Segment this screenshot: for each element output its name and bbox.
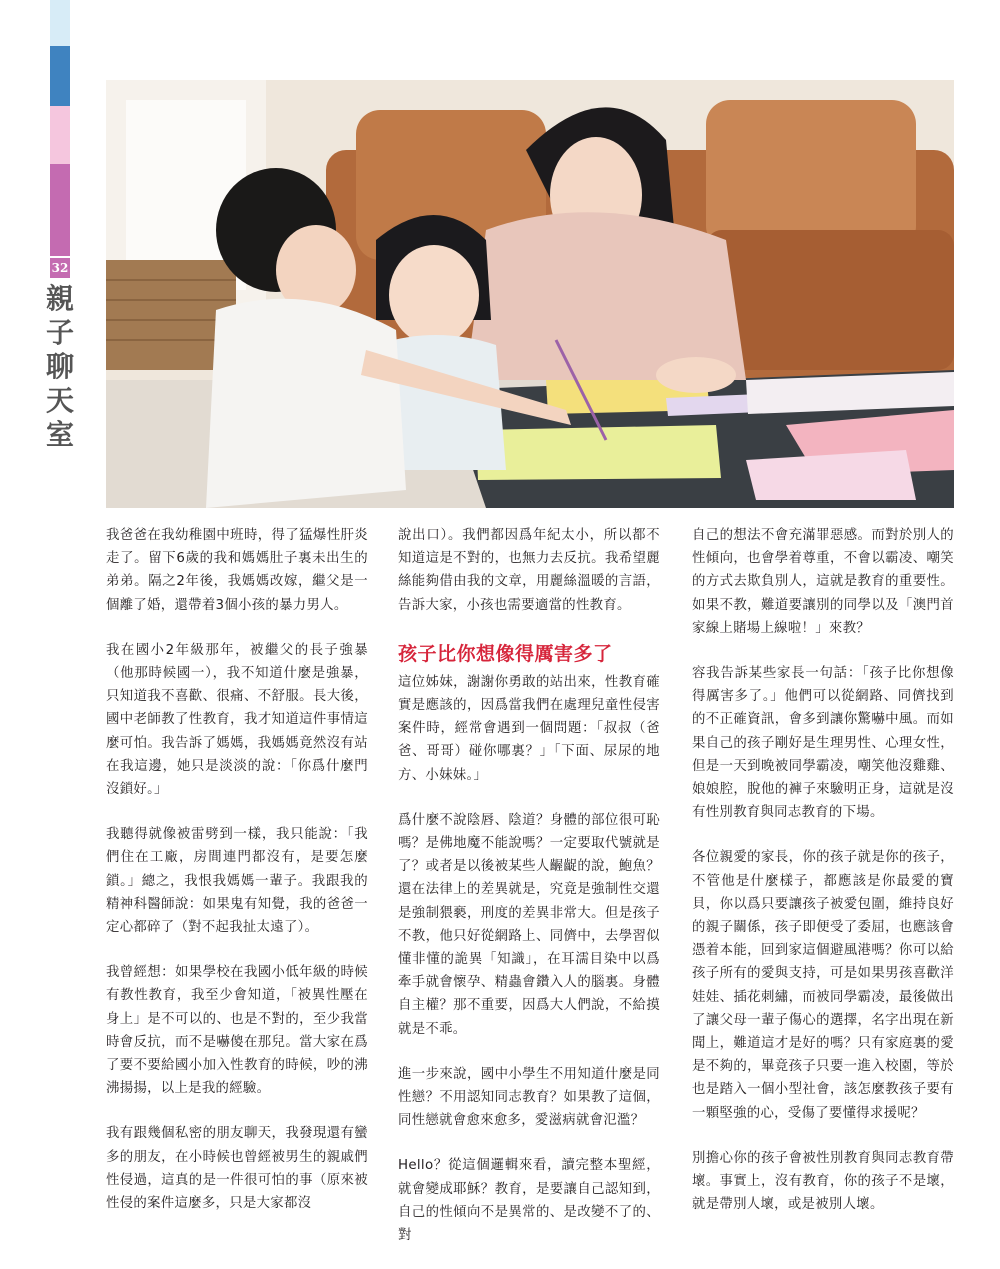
- paragraph: 說出口）。我們都因爲年紀太小，所以都不知道這是不對的，也無力去反抗。我希望麗絲能夠借由我的文章，用麗絲溫暖的言語，告訴大家，小孩也需要適當的性教育。: [398, 528, 660, 613]
- paragraph: 容我告訴某些家長一句話：「孩子比你想像得厲害多了。」他們可以從網路、同儕找到的不正確資訊，會多到讓你驚嚇中風。而如果自己的孩子剛好是生理男性、心理女性，但是一天到晚被同學霸凌，嘲笑他沒雞雞、娘娘腔，脫他的褲子來驗明正身，這就是沒有性別教育與同志教育的下場。: [692, 666, 954, 821]
- paragraph: Hello？從這個邏輯來看，讀完整本聖經，就會變成耶穌？教育，是要讓自己認知到，自己的性傾向不是異常的、是改變不了的、對: [398, 1158, 660, 1244]
- paragraph: 各位親愛的家長，你的孩子就是你的孩子，不管他是什麼樣子，都應該是你最愛的寶貝，你以爲只要讓孩子被愛包圍，維持良好的親子關係，孩子即便受了委屈，也應該會憑着本能，回到家這個避風港嗎？你可以給孩子所有的愛與支持，可是如果男孩喜歡洋娃娃、插花刺繡，而被同學霸凌，最後做出了讓父母一輩子傷心的選擇，名字出現在新聞上，難道這才是好的嗎？只有家庭裏的愛是不夠的，畢竟孩子只要一進入校園，等於也是踏入一個小型社會，該怎麼教孩子要有一顆堅強的心，受傷了要懂得求援呢？: [692, 850, 954, 1121]
- text-column-3: [692, 524, 954, 1238]
- text-column-2: [398, 524, 660, 1269]
- paragraph: 我聽得就像被雷劈到一樣，我只能說：「我們住在工廠，房間連門都沒有，是要怎麼鎖。」總之，我恨我媽媽一輩子。我跟我的精神科醫師說：如果鬼有知覺，我的爸爸一定心都碎了（對不起我扯太遠了）。: [106, 827, 368, 936]
- text-column-1: [106, 524, 368, 1237]
- paragraph: 我爸爸在我幼稚園中班時，得了猛爆性肝炎走了。留下6歲的我和媽媽肚子裏未出生的弟弟。隔之2年後，我媽媽改嫁，繼父是一個離了婚，還帶着3個小孩的暴力男人。: [106, 528, 368, 613]
- color-tab-purple: [50, 164, 70, 256]
- color-tab-blue: [50, 46, 70, 106]
- family-drawing-photo: [106, 80, 954, 508]
- article-subheading: 孩子比你想像得厲害多了: [398, 642, 613, 665]
- paragraph: 我有跟幾個私密的朋友聊天，我發現還有蠻多的朋友，在小時候也曾經被男生的親戚們性侵過，這真的是一件很可怕的事（原來被性侵的案件這麼多，只是大家都沒: [106, 1126, 368, 1212]
- color-tab-pink: [50, 106, 70, 164]
- paragraph: 爲什麼不說陰唇、陰道？身體的部位很可恥嗎？是佛地魔不能說嗎？一定要取代號就是了？或者是以後被某些人齷齪的說，鮑魚？還在法律上的差異就是，究竟是強制性交還是強制猥褻，刑度的差異非常大。但是孩子不教，他只好從網路上、同儕中，去學習似懂非懂的詭異「知識」，在耳濡目染中以爲牽手就會懷孕、精蟲會鑽入人的腦裏。身體自主權？那不重要，因爲大人們說，不給摸就是不乖。: [398, 812, 660, 1037]
- paragraph: 別擔心你的孩子會被性別教育與同志教育帶壞。事實上，沒有教育，你的孩子不是壞，就是帶別人壞，或是被別人壞。: [692, 1150, 954, 1213]
- family-drawing-illustration: [106, 80, 954, 508]
- page-number: 32: [50, 258, 70, 278]
- color-tab-light-blue: [50, 0, 70, 46]
- paragraph: 自己的想法不會充滿罪惡感。而對於別人的性傾向，也會學着尊重，不會以霸凌、嘲笑的方式去欺負別人，這就是教育的重要性。如果不教，難道要讓別的同學以及「澳門首家線上賭場上線啦！」來教？: [692, 528, 954, 636]
- paragraph: 我曾經想：如果學校在我國小低年級的時候有教性教育，我至少會知道，「被異性壓在身上」是不可以的、也是不對的，至少我當時會反抗，而不是嚇傻在那兒。當大家在爲了要不要給國小加入性教育的時候，吵的沸沸揚揚，以上是我的經驗。: [106, 965, 368, 1097]
- paragraph: 進一步來說，國中小學生不用知道什麼是同性戀？不用認知同志教育？如果教了這個，同性戀就會愈來愈多，愛滋病就會氾濫？: [398, 1066, 660, 1129]
- paragraph: 這位姊妹，謝謝你勇敢的站出來，性教育確實是應該的，因爲當我們在處理兒童性侵害案件時，經常會遇到一個問題：「叔叔（爸爸、哥哥）碰你哪裏？」「下面、尿尿的地方、小妹妹。」: [398, 674, 660, 783]
- section-title: 親子聊天室: [45, 282, 74, 451]
- paragraph: 我在國小2年級那年，被繼父的長子強暴（他那時候國一），我不知道什麼是強暴，只知道我不喜歡、很痛、不舒服。長大後，國中老師教了性教育，我才知道這件事情這麼可怕。我告訴了媽媽，我媽媽竟然沒有站在我這邊，她只是淡淡的說：「你爲什麼門沒鎖好。」: [106, 642, 368, 798]
